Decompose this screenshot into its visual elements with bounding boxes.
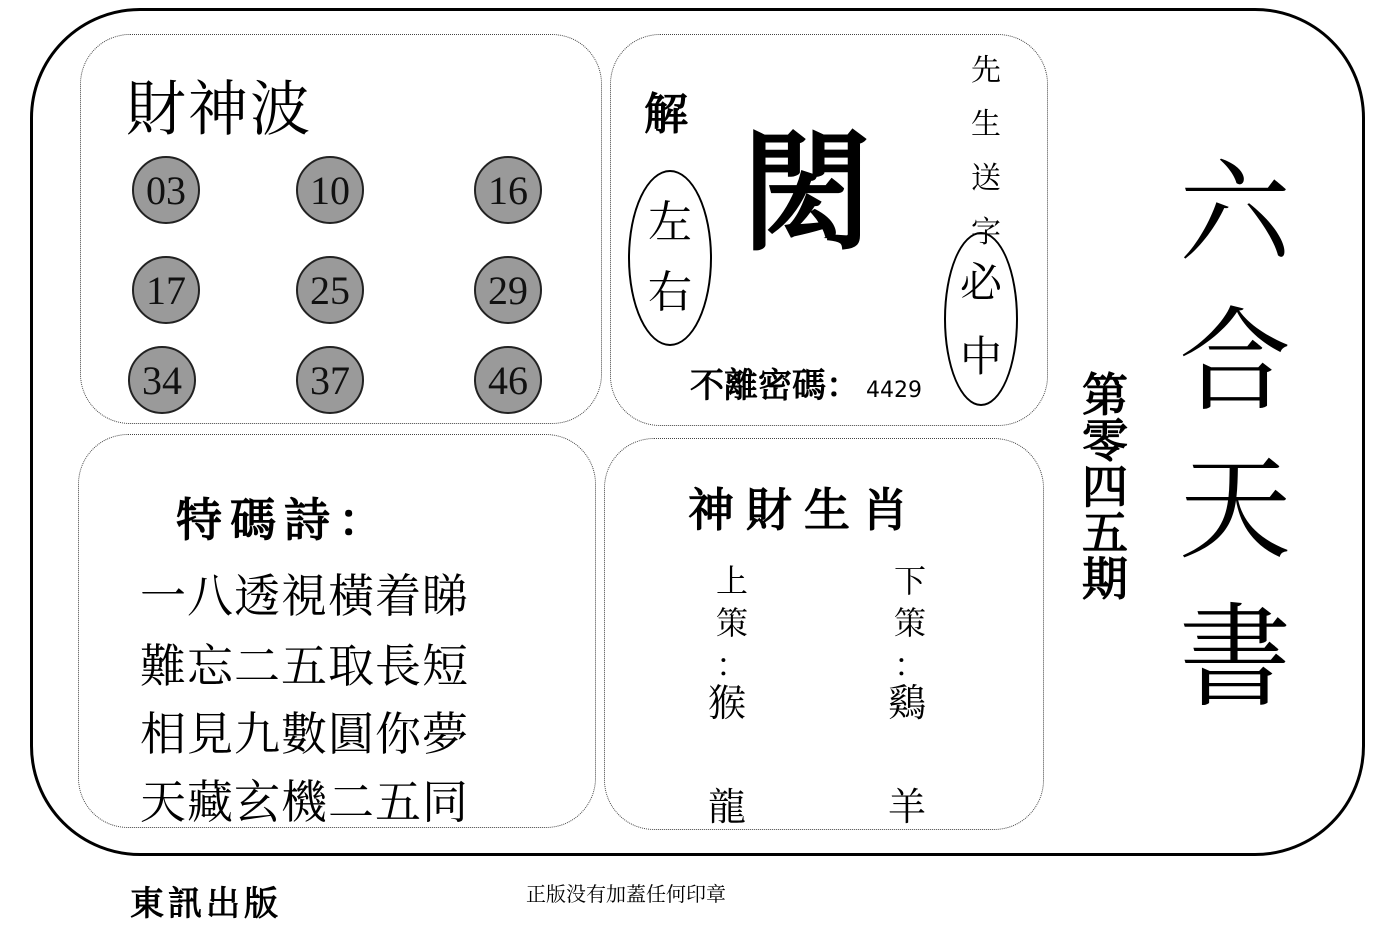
authenticity-note: 正版没有加蓋任何印章 xyxy=(526,882,726,906)
upper-animal: 龍 xyxy=(708,785,747,829)
riddle-character: 閎 xyxy=(742,117,873,269)
poem-title: 特碼詩： xyxy=(176,493,392,547)
solve-label: 解 xyxy=(644,89,688,140)
publisher: 東訊出版 xyxy=(130,884,282,924)
sender-text: 先 生 送 字 xyxy=(971,53,1001,250)
number-ball: 03 xyxy=(132,156,200,224)
number-ball: 17 xyxy=(132,256,200,324)
poem-line: 難忘二五取長短 xyxy=(140,639,469,693)
number-ball: 16 xyxy=(474,156,542,224)
lower-animal: 鷄 xyxy=(888,681,927,725)
number-ball: 29 xyxy=(474,256,542,324)
number-ball: 25 xyxy=(296,256,364,324)
lower-strategy-label: 下 策 ： xyxy=(893,562,926,684)
wealth-wave-title: 財神波 xyxy=(126,75,312,145)
number-ball: 37 xyxy=(296,346,364,414)
upper-strategy-label: 上 策 ： xyxy=(715,562,748,684)
number-ball: 10 xyxy=(296,156,364,224)
upper-animal: 猴 xyxy=(708,681,747,725)
number-ball: 34 xyxy=(128,346,196,414)
lower-animal: 羊 xyxy=(888,785,927,829)
poem-line: 相見九數圓你夢 xyxy=(140,707,469,761)
main-title: 六 合 天 書 xyxy=(1179,149,1291,723)
poem-line: 一八透視橫着睇 xyxy=(140,569,469,623)
secret-code: 不離密碼： 4429 xyxy=(690,366,922,406)
must-hit-text: 必 中 xyxy=(959,258,1002,381)
poem-line: 天藏玄機二五同 xyxy=(140,775,469,829)
left-right-text: 左 右 xyxy=(648,197,692,318)
number-ball: 46 xyxy=(474,346,542,414)
zodiac-title: 神財生肖 xyxy=(688,483,920,537)
issue-number: 第 零 四 五 期 xyxy=(1082,368,1128,606)
